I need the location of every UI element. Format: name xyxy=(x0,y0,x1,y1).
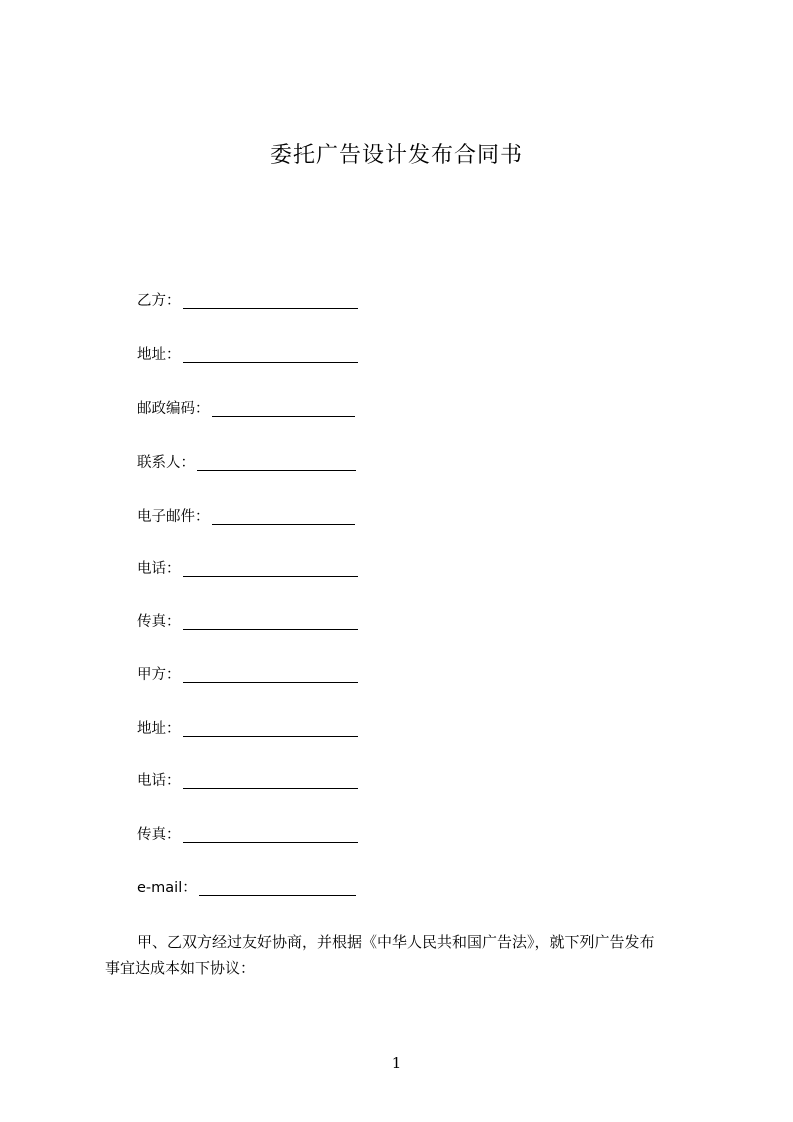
field-label: 传真： xyxy=(137,827,181,843)
fill-in-line xyxy=(183,560,358,577)
field-party-b xyxy=(137,290,358,312)
agreement-paragraph xyxy=(105,929,705,981)
field-address-b xyxy=(137,344,358,366)
field-label: 电话： xyxy=(137,561,181,577)
field-label: 传真： xyxy=(137,614,181,630)
document-title: 委托广告设计发布合同书 xyxy=(269,143,523,168)
fill-in-line xyxy=(183,613,358,630)
field-phone-b xyxy=(137,558,358,580)
field-email-b xyxy=(137,506,355,528)
fill-in-line xyxy=(183,346,358,363)
fill-in-line xyxy=(212,508,355,525)
field-label: 地址： xyxy=(137,347,181,363)
fill-in-line xyxy=(183,666,358,683)
fill-in-line xyxy=(183,292,358,309)
field-label: 乙方： xyxy=(137,293,181,309)
fill-in-line xyxy=(199,879,356,896)
field-label: 地址： xyxy=(137,721,181,737)
field-postal-code xyxy=(137,398,355,420)
field-fax-a xyxy=(137,824,358,846)
paragraph-line: 甲、乙双方经过友好协商，并根据《中华人民共和国广告法》，就下列广告发布 xyxy=(137,933,655,951)
paragraph-line: 事宜达成本如下协议： xyxy=(105,959,256,977)
field-label: 联系人： xyxy=(137,455,195,471)
field-label: e-mail： xyxy=(137,880,197,896)
field-label: 电话： xyxy=(137,773,181,789)
field-phone-a xyxy=(137,770,358,792)
field-email-a xyxy=(137,877,356,899)
field-address-a xyxy=(137,718,358,740)
field-party-a xyxy=(137,664,358,686)
field-fax-b xyxy=(137,611,358,633)
field-contact-person xyxy=(137,452,356,474)
field-label: 电子邮件： xyxy=(137,509,210,525)
page-number: 1 xyxy=(391,1054,402,1072)
fill-in-line xyxy=(197,454,356,471)
field-label: 邮政编码： xyxy=(137,401,210,417)
fill-in-line xyxy=(183,720,358,737)
fill-in-line xyxy=(212,400,355,417)
fill-in-line xyxy=(183,772,358,789)
field-label: 甲方： xyxy=(137,667,181,683)
fill-in-line xyxy=(183,826,358,843)
